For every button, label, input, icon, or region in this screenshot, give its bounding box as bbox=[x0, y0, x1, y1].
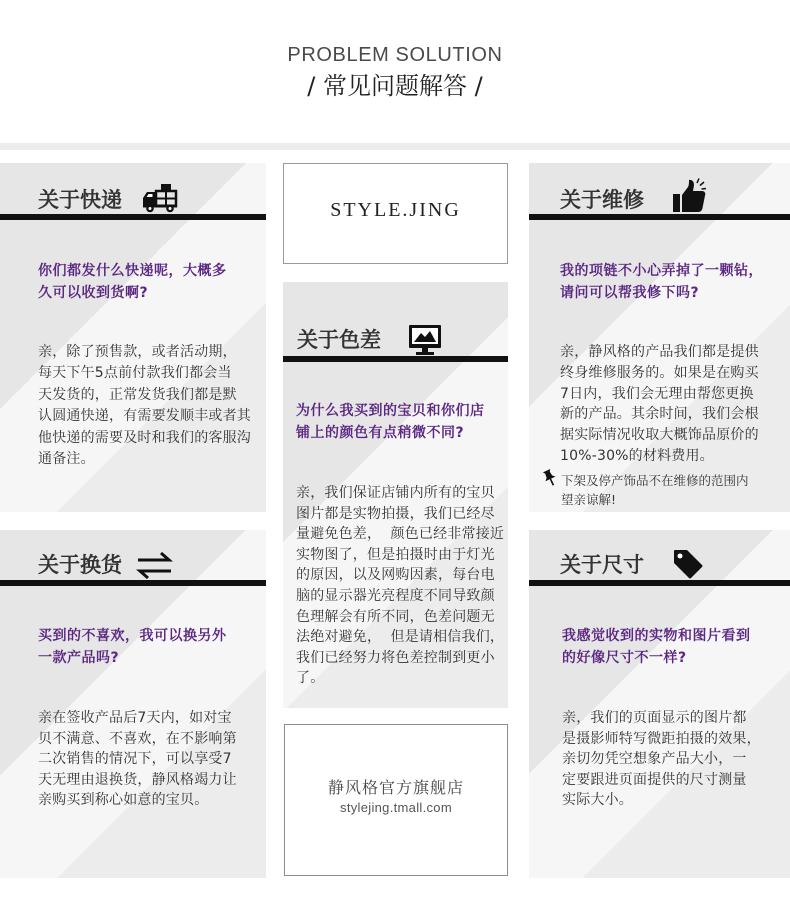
brand-logo-box bbox=[283, 163, 508, 264]
faq-card-repair bbox=[529, 163, 790, 512]
repair-divider-bar bbox=[529, 214, 790, 220]
price-tag-icon bbox=[672, 548, 704, 580]
page-title-en: PROBLEM SOLUTION bbox=[287, 44, 503, 66]
store-url: stylejing.tmall.com bbox=[340, 800, 452, 815]
page-title-cn: / 常见问题解答 / bbox=[307, 72, 483, 100]
color-answer: 亲，我们保证店铺内所有的宝贝 图片都是实物拍摄，我们已经尽 量避免色差， 颜色已经非常接近 实物图了，但是拍摄时由于灯光 的原因，以及网购因素，每台电 脑的显示器光亮程度不同导致颜 色理解会有所不同，色差问题无 法绝对避免， 但是请相信我们， 我们已经努力将色差控制到更小 了。 bbox=[296, 485, 505, 687]
monitor-icon bbox=[408, 324, 442, 356]
store-name: 静风格官方旗舰店 bbox=[327, 778, 464, 797]
exchange-divider-bar bbox=[0, 580, 266, 586]
exchange-question: 买到的不喜欢，我可以换另外 一款产品吗? bbox=[38, 628, 227, 666]
exchange-answer: 亲在签收产品后7天内，如对宝 贝不满意、不喜欢，在不影响第 二次销售的情况下，可以享受7 天无理由退换货，静风格竭力让 亲购买到称心如意的宝贝。 bbox=[38, 710, 237, 808]
store-info-box bbox=[284, 724, 508, 876]
color-divider-bar bbox=[283, 356, 508, 362]
truck-icon bbox=[142, 183, 178, 213]
faq-card-color bbox=[283, 282, 508, 708]
delivery-answer: 亲，除了预售款，或者活动期， 每天下午5点前付款我们都会当 天发货的，正常发货我们都是默 认圆通快递，有需要发顺丰或者其 他快递的需要及时和我们的客服沟 通备注。 bbox=[38, 344, 251, 468]
delivery-divider-bar bbox=[0, 214, 266, 220]
delivery-question: 你们都发什么快递呢，大概多 久可以收到货啊? bbox=[38, 263, 227, 301]
size-divider-bar bbox=[529, 580, 790, 586]
size-answer: 亲，我们的页面显示的图片都 是摄影师特写微距拍摄的效果， 亲切勿凭空想象产品大小，一 定要跟进页面提供的尺寸测量 实际大小。 bbox=[562, 710, 761, 808]
color-title: 关于色差 bbox=[297, 328, 381, 352]
repair-answer: 亲，静风格的产品我们都是提供 终身维修服务的。如果是在购买 7日内，我们会无理由帮您更换 新的产品。其余时间，我们会根 据实际情况收取大概饰品原价的 10%-30%的材料费用。 bbox=[560, 344, 759, 464]
repair-title: 关于维修 bbox=[560, 188, 644, 212]
exchange-title: 关于换货 bbox=[38, 553, 122, 577]
swap-arrows-icon bbox=[136, 551, 173, 579]
faq-card-size bbox=[529, 530, 790, 878]
repair-question: 我的项链不小心弄掉了一颗钻， 请问可以帮我修下吗? bbox=[560, 263, 763, 301]
size-question: 我感觉收到的实物和图片看到 的好像尺寸不一样? bbox=[562, 628, 751, 666]
faq-card-exchange bbox=[0, 530, 266, 878]
delivery-title: 关于快递 bbox=[38, 188, 122, 212]
repair-note: 下架及停产饰品不在维修的范围内 望亲谅解! bbox=[561, 473, 749, 507]
faq-card-delivery bbox=[0, 163, 266, 512]
pushpin-icon bbox=[543, 469, 557, 487]
thumbs-up-icon bbox=[672, 177, 708, 213]
header-divider-band bbox=[0, 143, 790, 150]
color-question: 为什么我买到的宝贝和你们店 铺上的颜色有点稍微不同? bbox=[296, 403, 485, 441]
size-title: 关于尺寸 bbox=[560, 553, 644, 577]
brand-logo: STYLE.JING bbox=[330, 199, 461, 221]
